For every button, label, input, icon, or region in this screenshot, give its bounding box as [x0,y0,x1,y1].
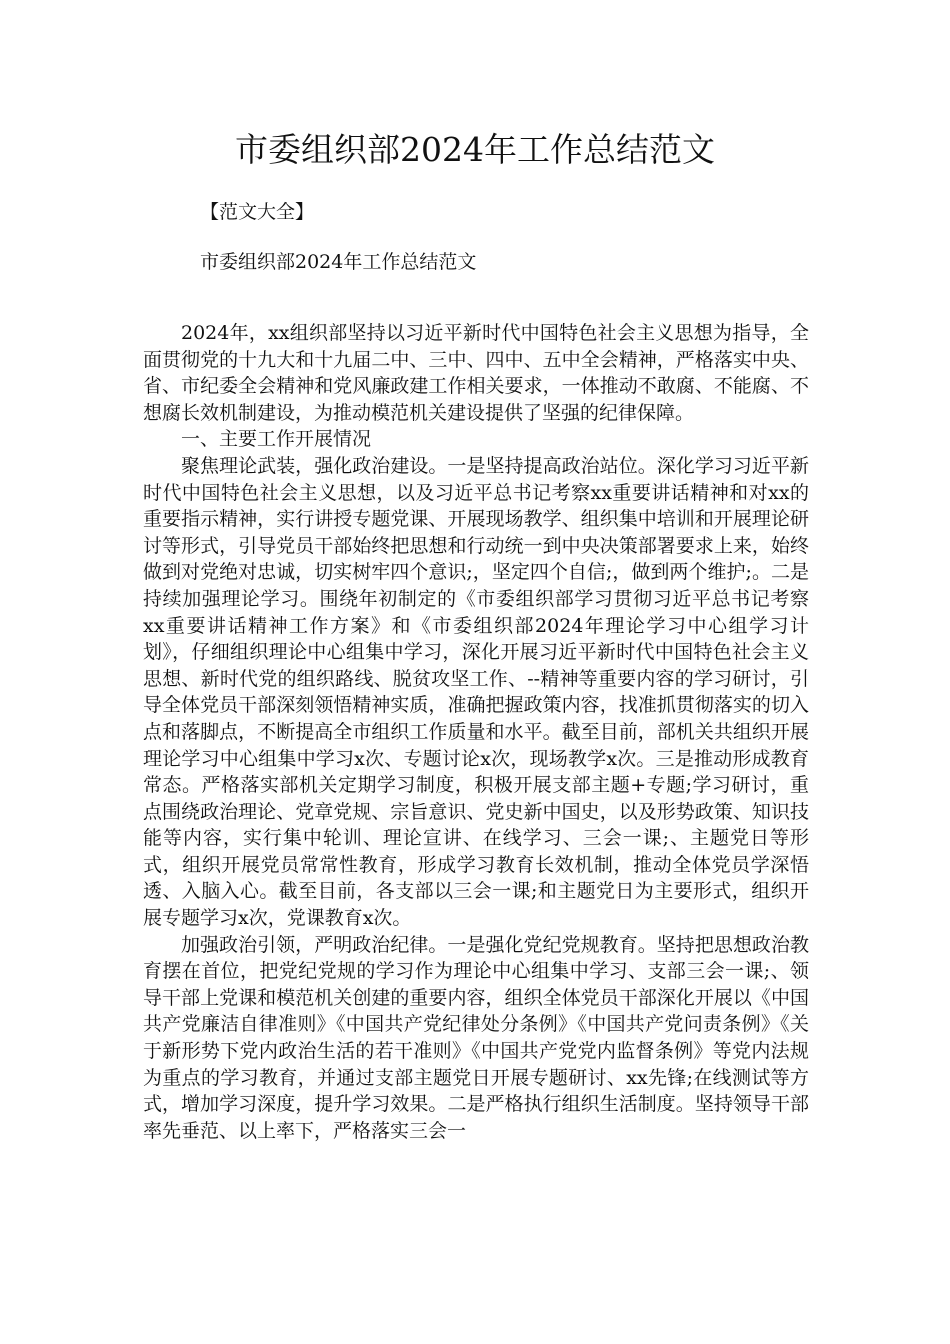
paragraph-intro: 2024年，xx组织部坚持以习近平新时代中国特色社会主义思想为指导，全面贯彻党的十九大和十九届二中、三中、四中、五中全会精神，严格落实中央、省、市纪委全会精神和党风廉政建工作相关要求，一体推动不敢腐、不能腐、不想腐长效机制建设，为推动模范机关建设提供了坚强的纪律保障。 [143,322,809,424]
document-title: 市委组织部2024年工作总结范文 [235,130,715,169]
document-subtitle: 市委组织部2024年工作总结范文 [200,251,477,273]
section-heading: 一、主要工作开展情况 [181,428,372,451]
document-body [143,320,809,1144]
paragraph-theory: 聚焦理论武装，强化政治建设。一是坚持提高政治站位。深化学习习近平新时代中国特色社会主义思想，以及习近平总书记考察xx重要讲话精神和对xx的重要指示精神，实行讲授专题党课、开展现场教学、组织集中培训和开展理论研讨等形式，引导党员干部始终把思想和行动统一到中央决策部署要求上来，始终做到对党绝对忠诚，切实树牢四个意识;，坚定四个自信;，做到两个维护;。二是持续加强理论学习。围绕年初制定的《市委组织部学习贯彻习近平总书记考察xx重要讲话精神工作方案》和《市委组织部2024年理论学习中心组学习计划》，仔细组织理论中心组集中学习，深化开展习近平新时代中国特色社会主义思想、新时代党的组织路线、脱贫攻坚工作、--精神等重要内容的学习研讨，引导全体党员干部深刻领悟精神实质，准确把握政策内容，找准抓贯彻落实的切入点和落脚点，不断提高全市组织工作质量和水平。截至目前，部机关共组织开展理论学习中心组集中学习x次、专题讨论x次，现场教学x次。三是推动形成教育常态。严格落实部机关定期学习制度，积极开展支部主题+专题;学习研讨，重点围绕政治理论、党章党规、宗旨意识、党史新中国史，以及形势政策、知识技能等内容，实行集中轮训、理论宣讲、在线学习、三会一课;、主题党日等形式，组织开展党员常常性教育，形成学习教育长效机制，推动全体党员学深悟透、入脑入心。截至目前，各支部以三会一课;和主题党日为主要形式，组织开展专题学习x次，党课教育x次。 [143,454,809,930]
category-tag: 【范文大全】 [200,201,315,223]
paragraph-discipline: 加强政治引领，严明政治纪律。一是强化党纪党规教育。坚持把思想政治教育摆在首位，把党纪党规的学习作为理论中心组集中学习、支部三会一课;、领导干部上党课和模范机关创建的重要内容，组织全体党员干部深化开展以《中国共产党廉洁自律准则》《中国共产党纪律处分条例》《中国共产党问责条例》《关于新形势下党内政治生活的若干准则》《中国共产党党内监督条例》等党内法规为重点的学习教育，并通过支部主题党日开展专题研讨、xx先锋;在线测试等方式，增加学习深度，提升学习效果。二是严格执行组织生活制度。坚持领导干部率先垂范、以上率下，严格落实三会一 [143,933,809,1142]
